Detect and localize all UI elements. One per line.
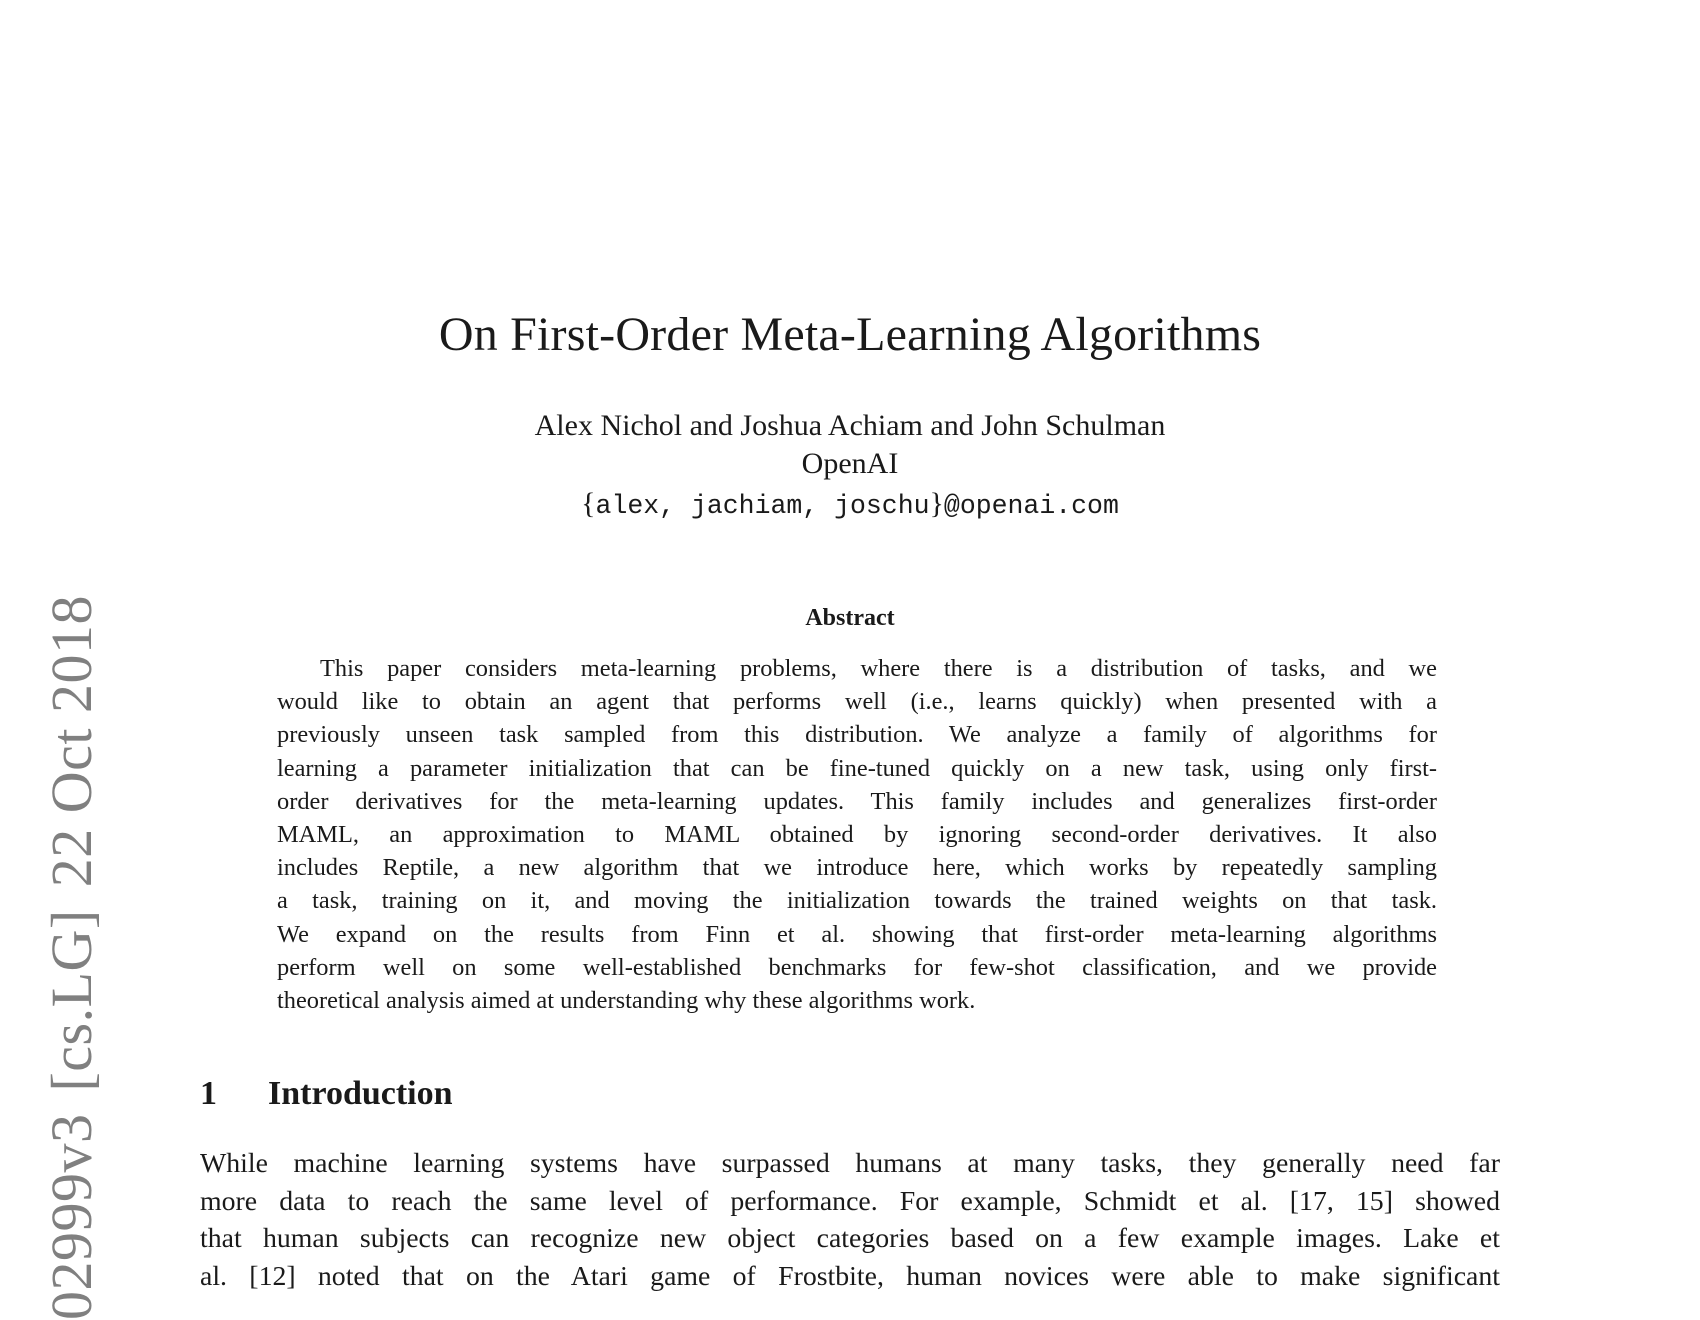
- paper-email: [0, 487, 1700, 523]
- abstract-heading: Abstract: [805, 605, 895, 631]
- paper-authors: Alex Nichol and Joshua Achiam and John Schulman: [534, 409, 1166, 442]
- body-line: that human subjects can recognize new object categories based on a few example images. Lake et: [200, 1223, 1500, 1254]
- abstract-line: This paper considers meta-learning problems, where there is a distribution of tasks, and we: [320, 655, 1437, 682]
- email-domain: @openai.com: [943, 491, 1119, 521]
- abstract-line: previously unseen task sampled from this distribution. We analyze a family of algorithms for: [277, 721, 1437, 749]
- body-line: al. [12] noted that on the Atari game of Frostbite, human novices were able to make significant: [200, 1260, 1500, 1292]
- email-users: alex, jachiam, joschu: [595, 491, 930, 521]
- introduction-body: [200, 1145, 1500, 1295]
- arxiv-date: 22 Oct 2018: [39, 595, 104, 888]
- abstract-line: perform well on some well-established benchmarks for few-shot classification, and we provide: [277, 953, 1437, 981]
- email-open-brace: {: [581, 487, 596, 520]
- abstract-line: a task, training on it, and moving the initialization towards the trained weights on that task.: [277, 887, 1437, 915]
- abstract-body: [277, 652, 1437, 1017]
- abstract-line: theoretical analysis aimed at understanding why these algorithms work.: [277, 986, 976, 1014]
- abstract-line: includes Reptile, a new algorithm that we introduce here, which works by repeatedly sampling: [277, 854, 1437, 882]
- section-number: 1: [200, 1075, 217, 1112]
- arxiv-category: [cs.LG]: [39, 909, 104, 1092]
- section-title: Introduction: [268, 1075, 453, 1112]
- abstract-line: would like to obtain an agent that performs well (i.e., learns quickly) when presented with a: [277, 688, 1437, 716]
- abstract-line: We expand on the results from Finn et al. showing that first-order meta-learning algorithms: [277, 920, 1437, 948]
- arxiv-id: 02999v3: [39, 1113, 104, 1320]
- abstract-line: order derivatives for the meta-learning updates. This family includes and generalizes first-order: [277, 787, 1437, 815]
- abstract-line: learning a parameter initialization that can be fine-tuned quickly on a new task, using only first-: [277, 754, 1437, 782]
- email-close-brace: }: [929, 487, 944, 520]
- paper-title: On First-Order Meta-Learning Algorithms: [438, 308, 1262, 361]
- body-line: While machine learning systems have surpassed humans at many tasks, they generally need far: [200, 1148, 1500, 1179]
- arxiv-stamp: [39, 595, 104, 1320]
- abstract-line: MAML, an approximation to MAML obtained by ignoring second-order derivatives. It also: [277, 820, 1437, 848]
- body-line: more data to reach the same level of performance. For example, Schmidt et al. [17, 15] showed: [200, 1185, 1500, 1217]
- paper-affiliation: OpenAI: [801, 447, 899, 480]
- section-heading-introduction: [200, 1074, 453, 1114]
